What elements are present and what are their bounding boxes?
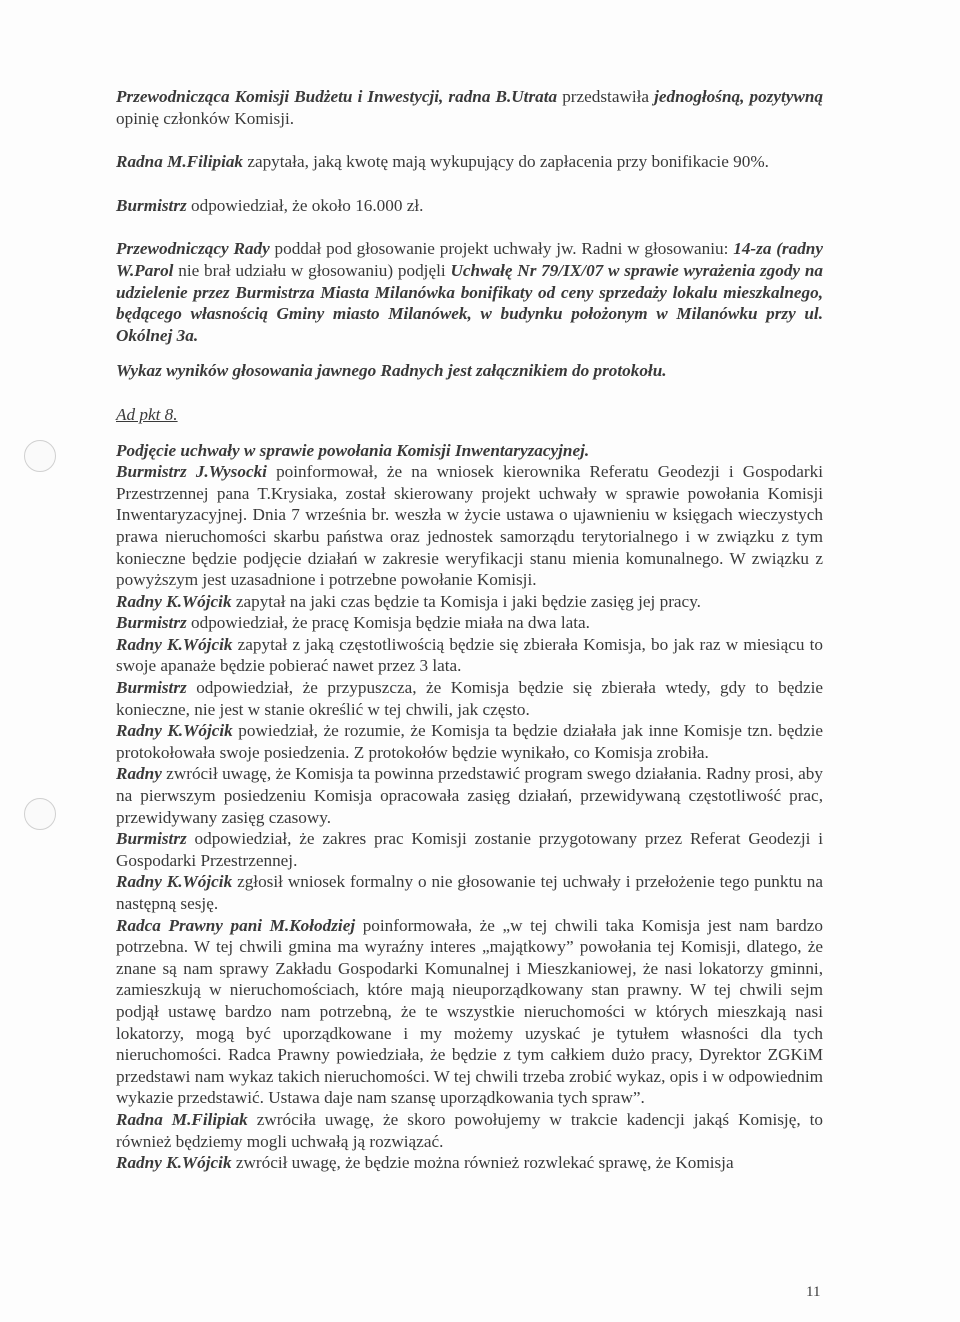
paragraph [116, 763, 823, 828]
paragraph [116, 195, 823, 217]
paragraph [116, 461, 823, 591]
body-text [116, 86, 823, 1174]
speaker-or-emphasis: Podjęcie uchwały w sprawie powołania Komisji Inwentaryzacyjnej. [116, 440, 590, 460]
paragraph-text: opinię członków Komisji. [116, 108, 295, 128]
paragraph [116, 86, 823, 129]
speaker-or-emphasis: Burmistrz [116, 829, 187, 849]
paragraph-text: poddał pod głosowanie projekt uchwały jw. Radni w głosowaniu: [269, 239, 734, 259]
page-number: 11 [806, 1284, 821, 1300]
paragraph-text: odpowiedział, że zakres prac Komisji zostanie przygotowany przez Referat Geodezji i Gospodarki Przestrzennej. [116, 829, 823, 870]
section-heading: Ad pkt 8. [116, 404, 178, 424]
speaker-or-emphasis: Radny K.Wójcik [116, 1153, 232, 1173]
paragraph [116, 915, 823, 1109]
paragraph [116, 871, 823, 914]
paragraph-text: poinformowała, że „w tej chwili taka Komisja jest nam bardzo potrzebna. W tej chwili gmina ma wyraźny interes „majątkowy” powołania tej Komisji, dlatego, że znane są nam sprawy Zakładu Gospodarki Komunalnej i Mieszkaniowej, że nasi lokatorzy gminni, zamieszkują w nieruchomościach, które mają nieuporządkowany stan prawny. W tej chwili sejm podjął ustawę bardzo nam potrzebną, że te wszystkie nieruchomości w których mieszkają nasi lokatorzy, mogą być uporządkowane i my możemy uzyskać je tytułem własności dla tych nieruchomości. Radca Prawny powiedziała, że będzie z tym całkiem dużo pracy, Dyrektor ZGKiM przedstawi nam wykaz takich nieruchomości. W tej chwili trzeba zrobić wykaz, opis i w odpowiednim wykazie przedstawić. Ustawa daje nam szansę uporządkowania tych spraw”. [116, 915, 823, 1108]
punch-hole-bottom [24, 798, 56, 830]
paragraph-text: zwrócił uwagę, że Komisja ta powinna przedstawić program swego działania. Radny prosi, aby na pierwszym posiedzeniu Komisja opracowała zasięg działań, przewidywaną częstotliwość prac, przewidywany zasięg czasowy. [116, 764, 823, 827]
paragraph [116, 404, 823, 426]
paragraph [116, 591, 823, 613]
speaker-or-emphasis: Radna M.Filipiak [116, 1109, 248, 1129]
speaker-or-emphasis: Radna M.Filipiak [116, 152, 244, 172]
speaker-or-emphasis: Uchwałę Nr 79/IX/07 w sprawie wyrażenia zgody na udzielenie przez Burmistrza Miasta Milanówka bonifikaty od ceny sprzedaży lokalu mieszkalnego, będącego własnością Gminy miasto Milanówek, w budynku położonym w Milanówku przy ul. Okólnej 3a. [116, 260, 823, 345]
speaker-or-emphasis: Radny K.Wójcik [116, 634, 233, 654]
speaker-or-emphasis: Radca Prawny pani M.Kołodziej [116, 915, 356, 935]
speaker-or-emphasis: Radny K.Wójcik [116, 721, 233, 741]
speaker-or-emphasis: Radny K.Wójcik [116, 872, 233, 892]
speaker-or-emphasis: Burmistrz [116, 613, 187, 633]
speaker-or-emphasis: Wykaz wyników głosowania jawnego Radnych jest załącznikiem do protokołu. [116, 361, 667, 381]
paragraph-text: zwrócił uwagę, że będzie można również rozwlekać sprawę, że Komisja [231, 1153, 734, 1173]
paragraph-text: odpowiedział, że przypuszcza, że Komisja będzie się zbierała wtedy, gdy to będzie konieczne, nie jest w stanie określić w tej chwili, jak często. [116, 678, 823, 719]
speaker-or-emphasis: Radny K.Wójcik [116, 591, 232, 611]
paragraph-text: poinformował, że na wniosek kierownika Referatu Geodezji i Gospodarki Przestrzennej pana T.Krysiaka, został skierowany projekt uchwały w sprawie powołania Komisji Inwentaryzacyjnej. Dnia 7 września br. weszła w życie ustawa o ujawnieniu w księgach wieczystych prawa nieruchomości skarbu państwa oraz jednostek samorządu terytorialnego i w związku z tym konieczne będzie podjęcie działań w zakresie weryfikacji stanu mienia komunalnego. W związku z powyższym jest uzasadnione i potrzebne powołanie Komisji. [116, 462, 823, 590]
speaker-or-emphasis: Burmistrz [116, 678, 187, 698]
paragraph-text: odpowiedział, że pracę Komisja będzie miała na dwa lata. [186, 613, 590, 633]
speaker-or-emphasis: Burmistrz J.Wysocki [116, 462, 267, 482]
paragraph-text: powiedział, że rozumie, że Komisja ta będzie działała jak inne Komisje tzn. będzie protokołowała swoje posiedzenia. Z protokołów będzie wynikało, co Komisja zrobiła. [116, 721, 823, 762]
paragraph [116, 634, 823, 677]
paragraph-text: odpowiedział, że około 16.000 zł. [186, 195, 424, 215]
paragraph-text: przedstawiła [557, 87, 655, 106]
paragraph-text: zgłosił wniosek formalny o nie głosowanie tej uchwały i przełożenie tego punktu na następną sesję. [116, 872, 823, 913]
speaker-or-emphasis: 14-za (radny W.Parol [116, 239, 823, 280]
speaker-or-emphasis: Przewodniczący Rady [116, 239, 270, 259]
paragraph [116, 612, 823, 634]
paragraph [116, 720, 823, 763]
paragraph-text: zwróciła uwagę, że skoro powołujemy w trakcie kadencji jakąś Komisję, to również będziemy mogli uchwałą ją rozwiązać. [116, 1109, 823, 1151]
paragraph [116, 1152, 823, 1174]
paragraph [116, 151, 823, 173]
paragraph [116, 238, 823, 346]
paragraph [116, 828, 823, 871]
speaker-or-emphasis: Przewodnicząca Komisji Budżetu i Inwestycji, radna B.Utrata [116, 87, 558, 106]
paragraph-text: zapytał na jaki czas będzie ta Komisja i jaki będzie zasięg jej pracy. [231, 591, 701, 611]
paragraph [116, 677, 823, 720]
paragraph [116, 1109, 823, 1152]
speaker-or-emphasis: Burmistrz [116, 195, 187, 215]
paragraph [116, 360, 823, 382]
speaker-or-emphasis: jednogłośną, pozytywną [654, 87, 823, 106]
speaker-or-emphasis: Radny [116, 764, 162, 784]
paragraph-text: zapytał z jaką częstotliwością będzie się zbierała Komisja, bo jak raz w miesiącu to swoje apanaże będzie pobierać nawet przez 3 lata. [116, 634, 823, 676]
punch-hole-top [24, 440, 56, 472]
paragraph-text: zapytała, jaką kwotę mają wykupujący do zapłacenia przy bonifikacie 90%. [243, 152, 769, 172]
paragraph [116, 440, 823, 462]
paragraph-text: nie brał udziału w głosowaniu) podjęli [173, 260, 451, 280]
